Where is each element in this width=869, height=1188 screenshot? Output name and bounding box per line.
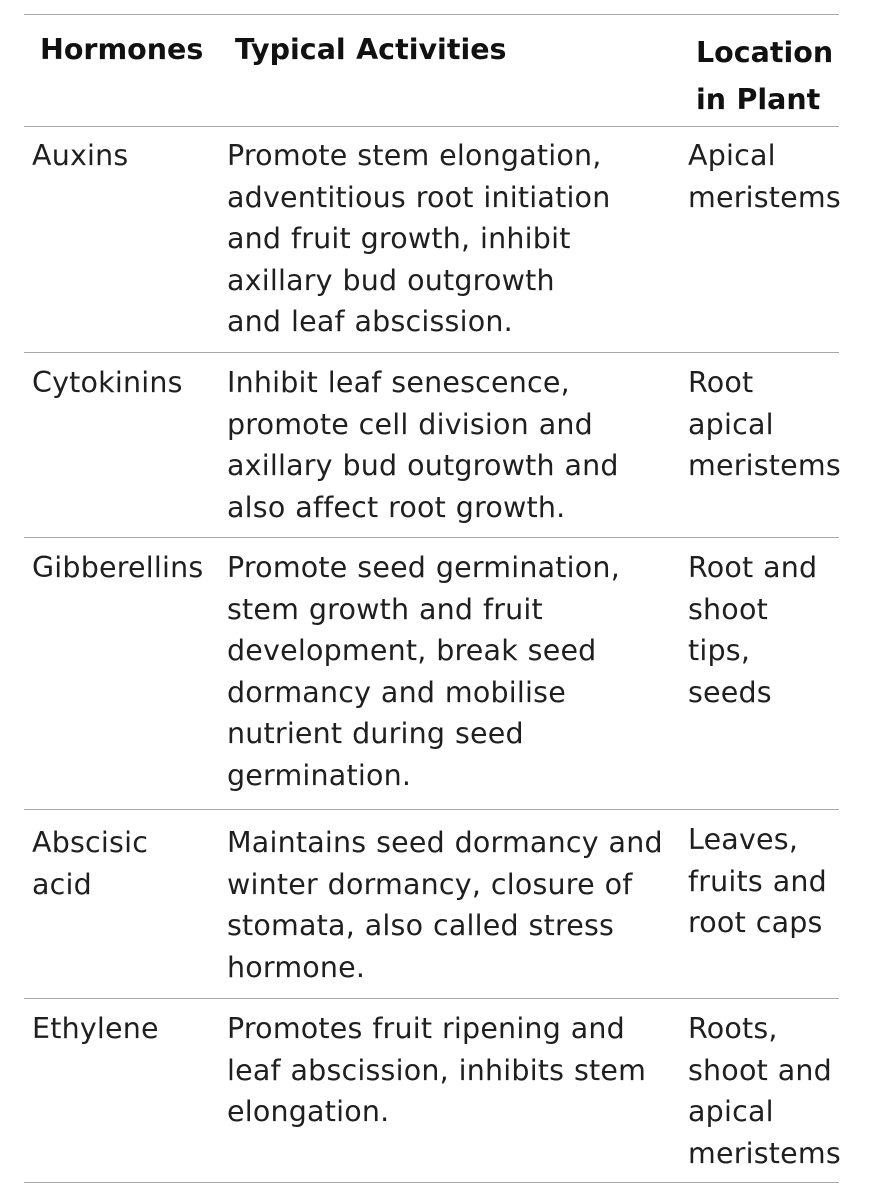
- row-divider: [24, 352, 839, 353]
- cell-location-ethylene: Roots, shoot and apical meristems: [688, 1012, 841, 1170]
- header-location-in-plant: Location in Plant: [696, 36, 834, 116]
- header-typical-activities: Typical Activities: [235, 33, 507, 66]
- row-divider: [24, 998, 839, 999]
- cell-location-cytokinins: Root apical meristems: [688, 366, 841, 482]
- cell-location-auxins: Apical meristems: [688, 139, 841, 214]
- cell-activities-cytokinins: Inhibit leaf senescence, promote cell division and axillary bud outgrowth and also affect root growth.: [227, 366, 619, 524]
- cell-hormone-auxins: Auxins: [32, 139, 129, 172]
- table-top-rule: [24, 14, 839, 15]
- cell-hormone-ethylene: Ethylene: [32, 1012, 159, 1045]
- cell-hormone-gibberellins: Gibberellins: [32, 551, 204, 584]
- row-divider: [24, 809, 839, 810]
- cell-activities-abscisic-acid: Maintains seed dormancy and winter dormancy, closure of stomata, also called stress hormone.: [227, 826, 663, 984]
- row-divider: [24, 537, 839, 538]
- header-bottom-rule: [24, 126, 839, 127]
- table-bottom-rule: [24, 1182, 839, 1183]
- cell-hormone-cytokinins: Cytokinins: [32, 366, 183, 399]
- cell-location-gibberellins: Root and shoot tips, seeds: [688, 551, 818, 709]
- cell-activities-ethylene: Promotes fruit ripening and leaf abscission, inhibits stem elongation.: [227, 1012, 647, 1128]
- cell-hormone-abscisic-acid: Abscisic acid: [32, 826, 149, 901]
- cell-activities-gibberellins: Promote seed germination, stem growth and fruit development, break seed dormancy and mobilise nutrient during seed germination.: [227, 551, 620, 792]
- cell-location-abscisic-acid: Leaves, fruits and root caps: [688, 823, 827, 939]
- header-hormones: Hormones: [40, 33, 204, 66]
- cell-activities-auxins: Promote stem elongation, adventitious root initiation and fruit growth, inhibit axillary bud outgrowth and leaf abscission.: [227, 139, 611, 338]
